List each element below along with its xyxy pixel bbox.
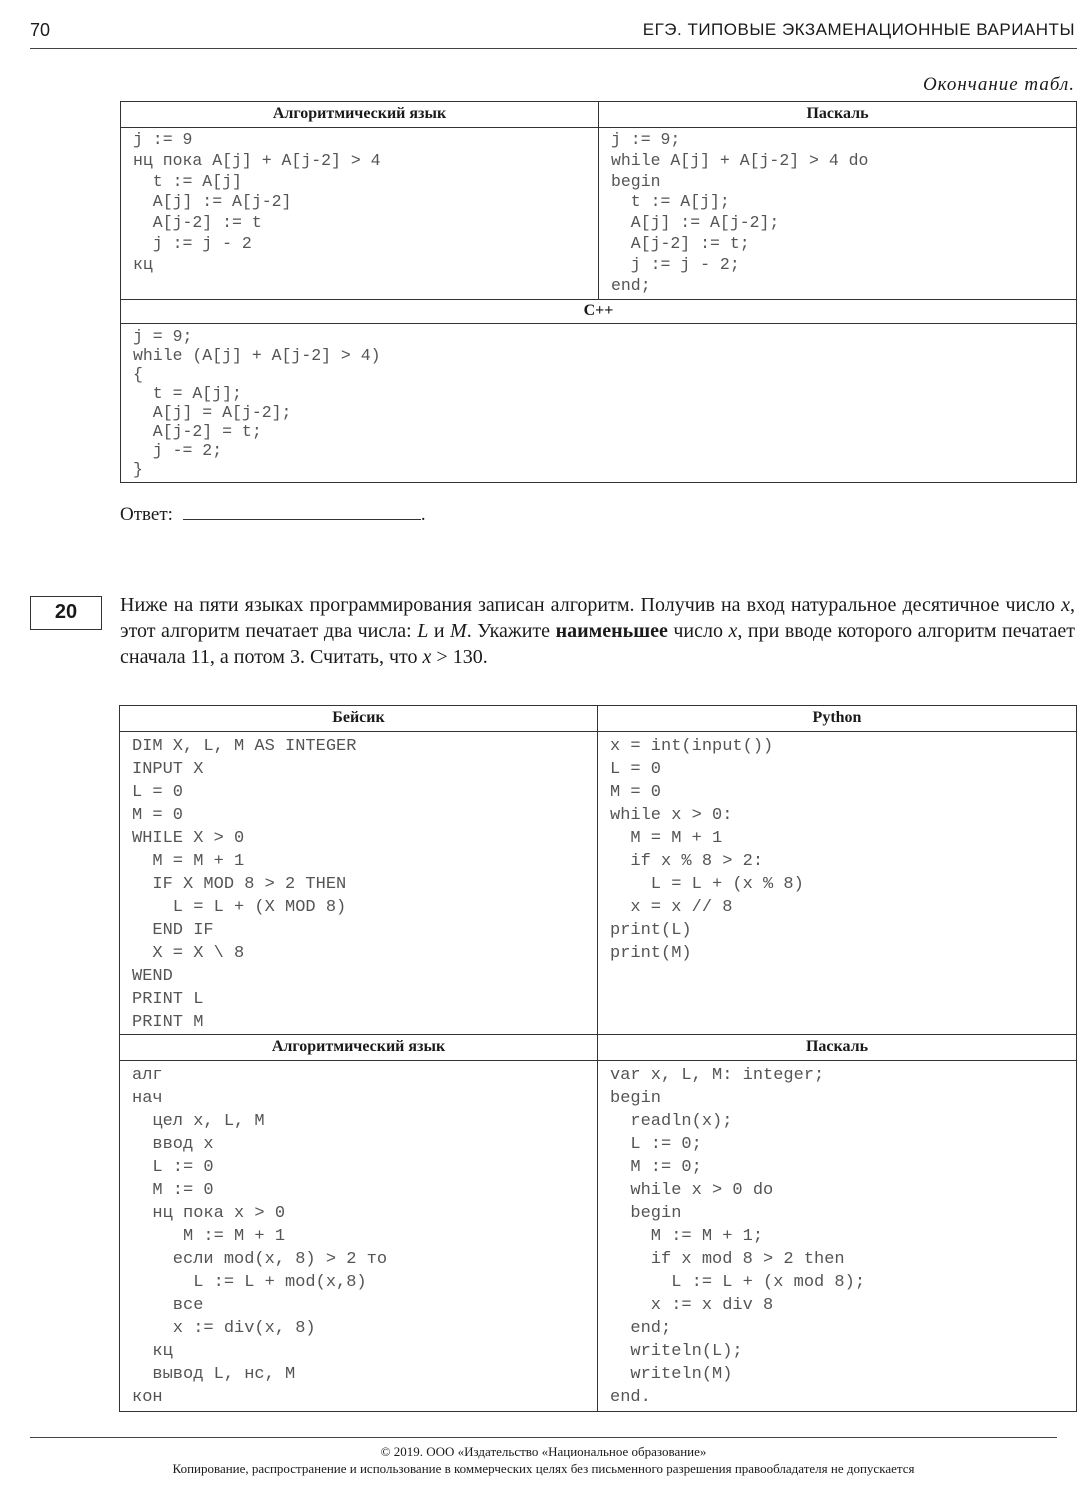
code-basic: DIM X, L, M AS INTEGER INPUT X L = 0 M = 0 WHILE X > 0 M = M + 1 IF X MOD 8 > 2 THEN L = L + (X MOD 8) END IF X = X \ 8 WEND PRINT L PRINT M: [132, 737, 357, 1032]
variable-x: x: [422, 646, 432, 668]
statement-text: и: [428, 620, 451, 642]
footer-copyright: © 2019. ООО «Издательство «Национальное образование»: [380, 1444, 707, 1459]
statement-text: число: [667, 620, 729, 642]
header-cpp: C++: [121, 300, 1077, 324]
variable-x: x: [1061, 594, 1070, 616]
answer-end: .: [420, 504, 426, 525]
answer-label: Ответ:: [120, 504, 173, 525]
footer-copy-notice: Копирование, распространение и использование в коммерческих целях без письменного разрешения правообладателя не допускается: [172, 1461, 915, 1476]
cell-cpp-code: [121, 324, 1077, 483]
header-basic: Бейсик: [120, 706, 598, 732]
cell-algorithmic-code: [120, 1061, 598, 1412]
header-algorithmic-language: Алгоритмический язык: [120, 1035, 598, 1061]
code-pascal: j := 9; while A[j] + A[j-2] > 4 do begin t := A[j]; A[j] := A[j-2]; A[j-2] := t; j := j - 2; end;: [611, 130, 869, 295]
cell-pascal-code: [598, 1061, 1077, 1412]
statement-text: , при вводе которого алгоритм печатает сначала 11, а потом 3. Считать, что: [120, 620, 1075, 668]
statement-text: > 130.: [431, 646, 488, 668]
code-python: x = int(input()) L = 0 M = 0 while x > 0: M = M + 1 if x % 8 > 2: L = L + (x % 8) x = x // 8 print(L) print(M): [610, 737, 804, 963]
header-pascal: Паскаль: [598, 1035, 1077, 1061]
statement-text: , этот алгоритм печатает два числа:: [120, 594, 1075, 642]
running-header-title: ЕГЭ. ТИПОВЫЕ ЭКЗАМЕНАЦИОННЫЕ ВАРИАНТЫ: [642, 20, 1075, 39]
code-algorithmic: алг нач цел x, L, M ввод x L := 0 M := 0 нц пока x > 0 M := M + 1 если mod(x, 8) > 2 то L := L + mod(x,8) все x := div(x, 8) кц вывод L, нс, M кон: [132, 1066, 388, 1407]
task-number-box: 20: [30, 596, 102, 630]
code-pascal: var x, L, M: integer; begin readln(x); L := 0; M := 0; while x > 0 do begin M := M + 1; if x mod 8 > 2 then L := L + (x mod 8); x := x div 8 end; writeln(L); writeln(M) end.: [610, 1066, 866, 1407]
answer-line: [120, 502, 426, 526]
code-cpp: j = 9; while (A[j] + A[j-2] > 4) { t = A[j]; A[j] = A[j-2]; A[j-2] = t; j -= 2; }: [133, 327, 381, 479]
answer-blank: [183, 502, 421, 520]
footer-divider: [30, 1437, 1057, 1438]
table-caption: Окончание табл.: [922, 74, 1075, 95]
header-python: Python: [598, 706, 1077, 732]
cell-algorithmic-code: [121, 128, 599, 300]
variable-x: x: [728, 620, 738, 642]
statement-text: Ниже на пяти языках программирования записан алгоритм. Получив на вход натуральное десятичное число: [120, 594, 1062, 616]
header-divider: [30, 48, 1077, 49]
page-number: 70: [30, 20, 51, 40]
task20-code-table: [119, 705, 1077, 1412]
variable-M: M: [450, 620, 467, 642]
cell-basic-code: [120, 732, 598, 1035]
variable-L: L: [417, 620, 429, 642]
statement-text: . Укажите: [466, 620, 556, 642]
header-pascal: Паскаль: [599, 102, 1077, 128]
task19-code-table: [120, 101, 1077, 483]
cell-pascal-code: [599, 128, 1077, 300]
statement-emphasis: наименьшее: [555, 620, 668, 642]
cell-python-code: [598, 732, 1077, 1035]
code-algorithmic: j := 9 нц пока A[j] + A[j-2] > 4 t := A[j] A[j] := A[j-2] A[j-2] := t j := j - 2 кц: [133, 130, 381, 274]
header-algorithmic-language: Алгоритмический язык: [121, 102, 599, 128]
task20-statement: [120, 592, 1075, 670]
